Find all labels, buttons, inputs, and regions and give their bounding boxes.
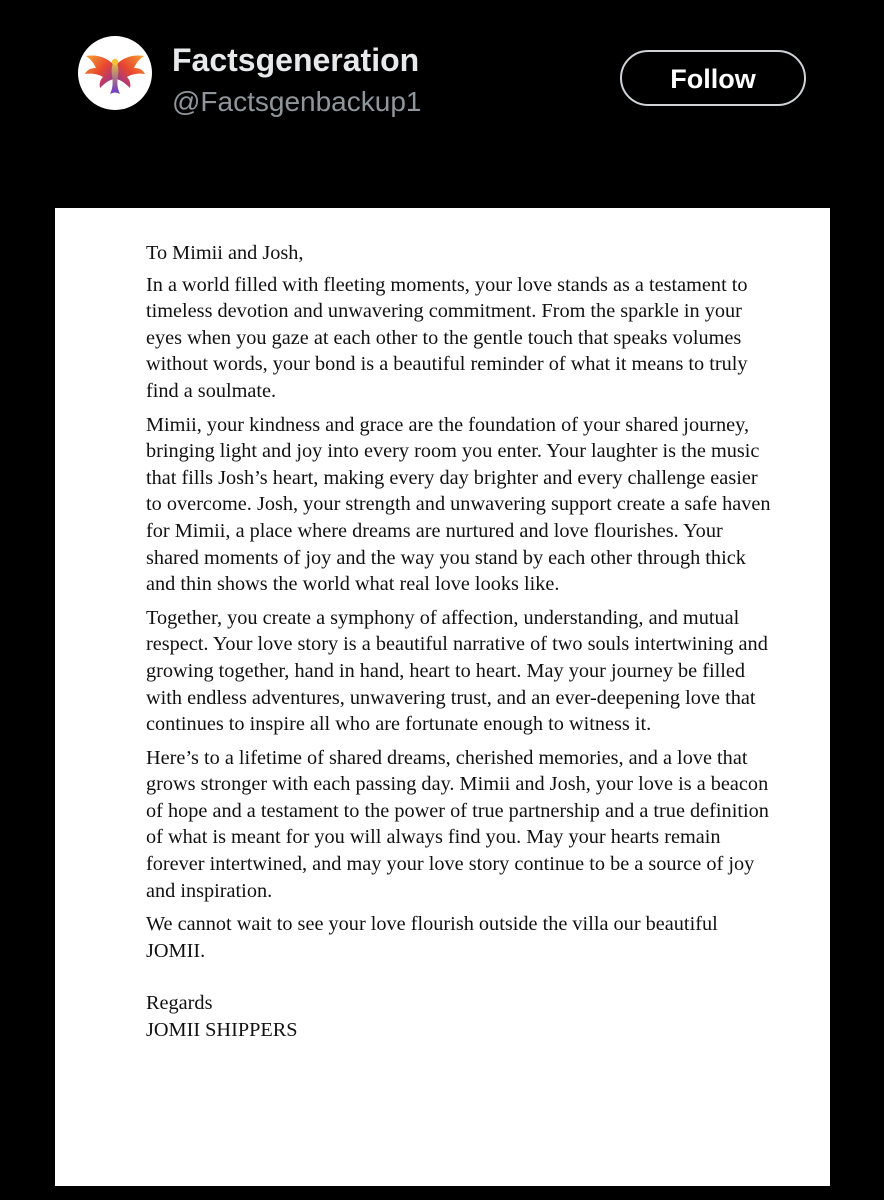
letter-paragraph: Here’s to a lifetime of shared dreams, cherished memories, and a love that grows stronger with each passing day. Mimii and Josh, your love is a beacon of hope and a testament to the power of true partnership and a true definition of what is meant for you will always find you. May your hearts remain forever intertwined, and may your love story continue to be a source of joy and inspiration.	[146, 746, 769, 902]
letter-paragraph: Mimii, your kindness and grace are the foundation of your shared journey, bringing light and joy into every room you enter. Your laughter is the music that fills Josh’s heart, making every day brighter and every challenge easier to overcome. Josh, your strength and unwavering support create a safe haven for Mimii, a place where dreams are nurtured and love flourishes. Your shared moments of joy and the way you stand by each other through thick and thin shows the world what real love looks like.	[146, 413, 771, 596]
letter-text	[146, 240, 776, 1044]
avatar[interactable]	[78, 36, 152, 110]
author-display-name[interactable]: Factsgeneration	[172, 42, 420, 78]
post-header	[0, 0, 884, 150]
letter-paragraph: Together, you create a symphony of affection, understanding, and mutual respect. Your love story is a beautiful narrative of two souls intertwining and growing together, hand in hand, heart to heart. May your journey be filled with endless adventures, unwavering trust, and an ever-deepening love that continues to inspire all who are fortunate enough to witness it.	[146, 606, 768, 736]
follow-button[interactable]: Follow	[620, 50, 806, 106]
author-handle[interactable]: @Factsgenbackup1	[172, 86, 422, 117]
phoenix-logo-icon	[78, 36, 152, 110]
letter-salutation: To Mimii and Josh,	[146, 242, 304, 264]
letter-paragraph: In a world filled with fleeting moments, your love stands as a testament to timeless devotion and unwavering commitment. From the sparkle in your eyes when you gaze at each other to the gentle touch that speaks volumes without words, your bond is a beautiful reminder of what it means to truly find a soulmate.	[146, 273, 748, 402]
letter-signature: JOMII SHIPPERS	[146, 1019, 298, 1042]
letter-image[interactable]	[55, 208, 830, 1186]
letter-paragraph: We cannot wait to see your love flourish outside the villa our beautiful JOMII.	[146, 913, 718, 962]
letter-closing: Regards	[146, 992, 213, 1015]
